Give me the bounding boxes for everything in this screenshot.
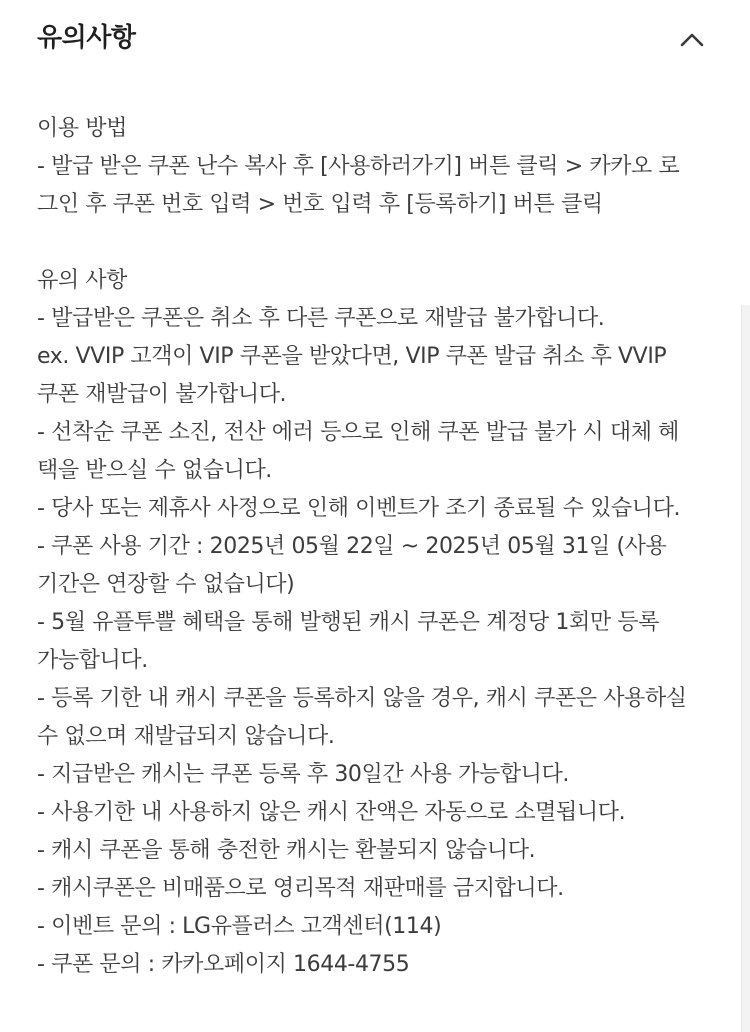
usage-line: 그인 후 쿠폰 번호 입력 > 번호 입력 후 [등록하기] 버튼 클릭 bbox=[37, 192, 603, 217]
notice-line: - 발급받은 쿠폰은 취소 후 다른 쿠폰으로 재발급 불가합니다. bbox=[37, 306, 605, 331]
notice-line: - 5월 유플투쁠 혜택을 통해 발행된 캐시 쿠폰은 계정당 1회만 등록 bbox=[37, 610, 659, 635]
notice-header[interactable] bbox=[0, 0, 750, 80]
notice-line: 수 없으며 재발급되지 않습니다. bbox=[37, 724, 335, 749]
notice-line: ex. VVIP 고객이 VIP 쿠폰을 받았다면, VIP 쿠폰 발급 취소 후 VVIP bbox=[37, 344, 667, 369]
notice-line: - 캐시 쿠폰을 통해 충전한 캐시는 환불되지 않습니다. bbox=[37, 838, 536, 863]
notice-heading: 유의 사항 bbox=[37, 268, 128, 293]
section-title: 유의사항 bbox=[37, 23, 136, 53]
notice-line: 가능합니다. bbox=[37, 648, 148, 673]
notice-line: - 지급받은 캐시는 쿠폰 등록 후 30일간 사용 가능합니다. bbox=[37, 762, 569, 787]
notice-line: 택을 받으실 수 없습니다. bbox=[37, 458, 272, 483]
notice-line: - 쿠폰 사용 기간 : 2025년 05월 22일 ~ 2025년 05월 31일 (사용 bbox=[37, 534, 667, 559]
notice-line: - 쿠폰 문의 : 카카오페이지 1644-4755 bbox=[37, 952, 410, 977]
section-spacer bbox=[37, 224, 727, 262]
notice-line: - 등록 기한 내 캐시 쿠폰을 등록하지 않을 경우, 캐시 쿠폰은 사용하실 bbox=[37, 686, 687, 711]
notice-line: - 사용기한 내 사용하지 않은 캐시 잔액은 자동으로 소멸됩니다. bbox=[37, 800, 626, 825]
usage-heading: 이용 방법 bbox=[37, 116, 128, 141]
usage-line: - 발급 받은 쿠폰 난수 복사 후 [사용하러가기] 버튼 클릭 > 카카오 로 bbox=[37, 154, 680, 179]
notice-line: - 당사 또는 제휴사 사정으로 인해 이벤트가 조기 종료될 수 있습니다. bbox=[37, 496, 681, 521]
notice-line: - 선착순 쿠폰 소진, 전산 에러 등으로 인해 쿠폰 발급 불가 시 대체 혜 bbox=[37, 420, 679, 445]
notice-line: 기간은 연장할 수 없습니다) bbox=[37, 572, 295, 597]
notice-line: - 이벤트 문의 : LG유플러스 고객센터(114) bbox=[37, 914, 442, 939]
chevron-up-icon[interactable] bbox=[670, 20, 714, 58]
notice-line: - 캐시쿠폰은 비매품으로 영리목적 재판매를 금지합니다. bbox=[37, 876, 564, 901]
scrollbar[interactable] bbox=[741, 305, 750, 1032]
notice-line: 쿠폰 재발급이 불가합니다. bbox=[37, 382, 287, 407]
notice-content bbox=[37, 110, 727, 984]
